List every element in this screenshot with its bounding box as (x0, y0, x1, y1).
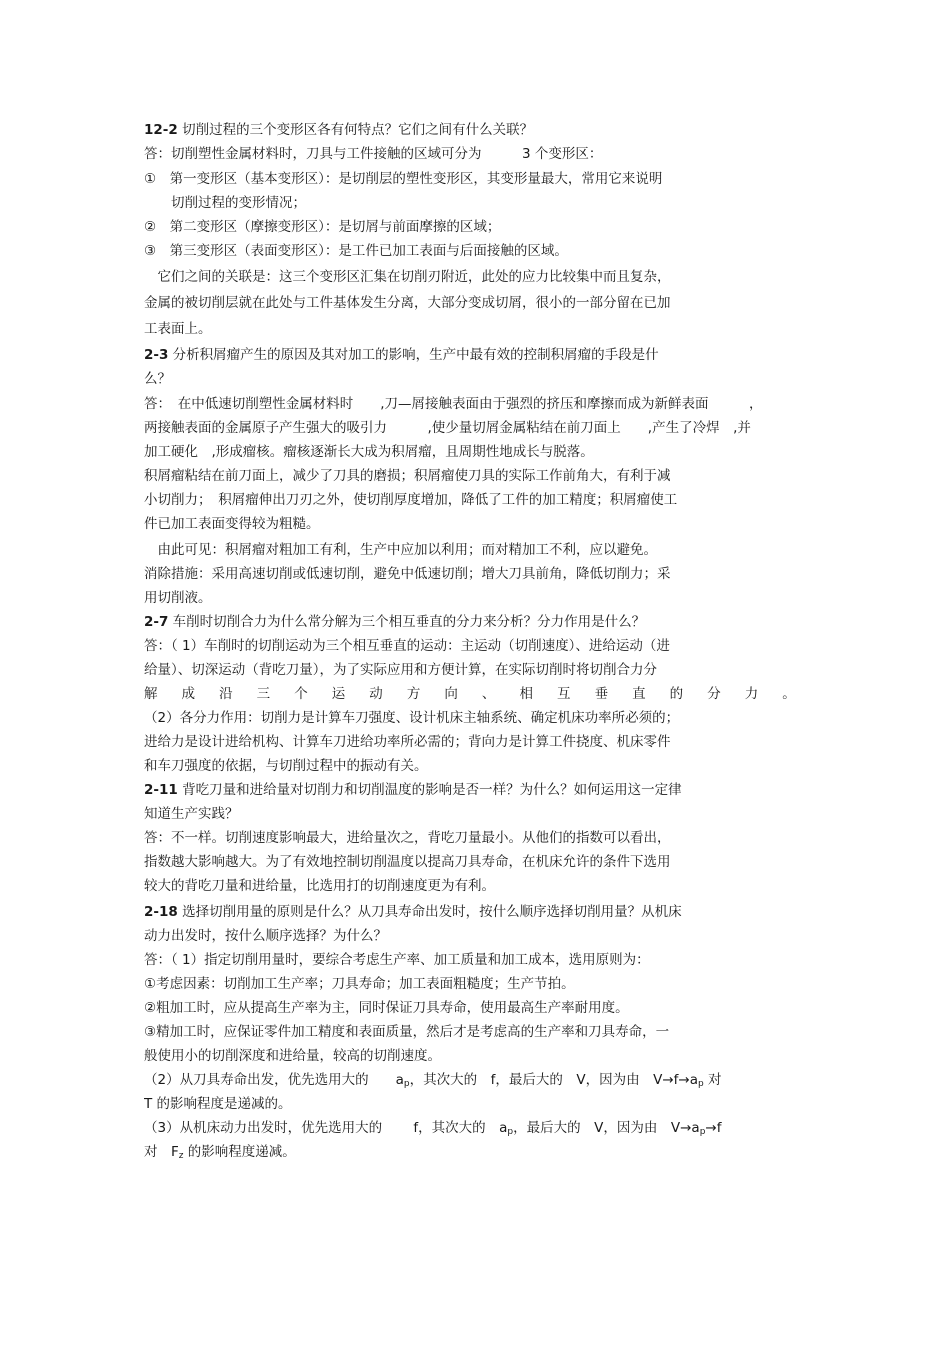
formula-text: （3）从机床动力出发时，优先选用大的 f，其次大的 a (144, 1120, 508, 1136)
subscript: p (403, 1079, 410, 1089)
question-2-11-title (144, 781, 814, 799)
answer-line: 用切削液。 (144, 590, 212, 606)
spread-text (144, 685, 796, 703)
answer-line: 答：不一样。切削速度影响最大，进给量次之，背吃刀量最小。从他们的指数可以看出， (144, 830, 671, 846)
answer-line: ③精加工时，应保证零件加工精度和表面质量，然后才是考虑高的生产率和刀具寿命，一 (144, 1024, 670, 1040)
question-2-3-title (144, 346, 814, 364)
spread-char: 的 (669, 686, 684, 702)
answer-line: 和车刀强度的依据，与切削过程中的振动有关。 (144, 758, 428, 774)
question-text: 车削时切削合力为什么常分解为三个相互垂直的分力来分析？分力作用是什么？ (168, 614, 646, 630)
answer-line: 切削过程的变形情况； (144, 195, 306, 211)
answer-line: T 的影响程度是递减的。 (144, 1096, 292, 1112)
answer-line: 答：（ 1）指定切削用量时，要综合考虑生产率、加工质量和加工成本，选用原则为： (144, 952, 650, 968)
question-number: 2-7 (144, 614, 169, 630)
spread-char: 相 (519, 686, 533, 702)
subscript: z (178, 1151, 184, 1161)
question-2-7-title (144, 613, 814, 631)
subscript: p (507, 1127, 514, 1137)
spread-char: 运 (331, 686, 346, 702)
question-number: 12-2 (144, 122, 178, 138)
question-text: 切削过程的三个变形区各有何特点？它们之间有什么关联？ (177, 122, 534, 138)
spread-char: 互 (557, 686, 571, 702)
spread-char: 垂 (594, 686, 609, 702)
question-12-2-title (144, 121, 814, 139)
question-text-cont: 动力出发时，按什么顺序选择？为什么？ (144, 928, 387, 944)
answer-line: ② 第二变形区（摩擦变形区）：是切屑与前面摩擦的区域； (144, 219, 501, 235)
answer-line: 它们之间的关联是：这三个变形区汇集在切削刃附近，此处的应力比较集中而且复杂， (144, 269, 671, 285)
spread-char: 。 (782, 686, 796, 702)
spread-char: 动 (369, 686, 383, 702)
spread-char: 解 (144, 686, 158, 702)
spread-char: 个 (294, 686, 308, 702)
formula-text: 对 F (144, 1144, 179, 1160)
answer-line-formula (144, 1071, 814, 1089)
spread-char: 沿 (219, 686, 233, 702)
formula-text: ，其次大的 f，最后大的 V，因为由 V→f→a (409, 1072, 698, 1088)
spread-char: 直 (632, 686, 646, 702)
spread-char: 力 (744, 686, 759, 702)
spread-char: 成 (181, 686, 196, 702)
answer-line: 指数越大影响越大。为了有效地控制切削温度以提高刀具寿命，在机床允许的条件下选用 (144, 854, 671, 870)
answer-line: 件已加工表面变得较为粗糙。 (144, 516, 320, 532)
formula-text: 对 (703, 1072, 722, 1088)
formula-text: 的影响程度递减。 (183, 1144, 296, 1160)
question-text: 分析积屑瘤产生的原因及其对加工的影响，生产中最有效的控制积屑瘤的手段是什 (168, 347, 659, 363)
answer-line: 小切削力； 积屑瘤伸出刀刃之外，使切削厚度增加，降低了工件的加工精度；积屑瘤使工 (144, 492, 678, 508)
answer-line: ①考虑因素：切削加工生产率；刀具寿命；加工表面粗糙度；生产节拍。 (144, 976, 575, 992)
answer-line-formula (144, 1143, 814, 1161)
question-text-cont: 么？ (144, 371, 171, 387)
answer-line: ③ 第三变形区（表面变形区）：是工件已加工表面与后面接触的区域。 (144, 243, 568, 259)
answer-line: ②粗加工时，应从提高生产率为主，同时保证刀具寿命，使用最高生产率耐用度。 (144, 1000, 629, 1016)
question-number: 2-3 (144, 347, 169, 363)
question-text-cont: 知道生产实践？ (144, 806, 239, 822)
spread-char: 、 (481, 686, 496, 702)
answer-line: 答：切削塑性金属材料时，刀具与工件接触的区域可分为 3 个变形区： (144, 146, 603, 162)
formula-text: →f (705, 1120, 722, 1136)
spread-char: 方 (406, 686, 421, 702)
answer-line-formula (144, 1119, 814, 1137)
answer-line: 金属的被切削层就在此处与工件基体发生分离，大部分变成切屑，很小的一部分留在已加 (144, 295, 671, 311)
answer-line: 答：（ 1）车削时的切削运动为三个相互垂直的运动：主运动（切削速度）、进给运动（进 (144, 638, 670, 654)
question-text: 选择切削用量的原则是什么？从刀具寿命出发时，按什么顺序选择切削用量？从机床 (177, 904, 682, 920)
question-2-18-title (144, 903, 814, 921)
answer-line: ① 第一变形区（基本变形区）：是切削层的塑性变形区，其变形量最大，常用它来说明 (144, 171, 663, 187)
answer-line: 给量）、切深运动（背吃刀量），为了实际应用和方便计算，在实际切削时将切削合力分 (144, 662, 657, 678)
subscript: p (699, 1127, 706, 1137)
subscript: p (697, 1079, 704, 1089)
answer-line: 进给力是设计进给机构、计算车刀进给功率所必需的；背向力是计算工件挠度、机床零件 (144, 734, 671, 750)
answer-line: 两接触表面的金属原子产生强大的吸引力 ,使少量切屑金属粘结在前刀面上 ,产生了冷焊 ,并 (144, 420, 751, 436)
answer-line: 由此可见：积屑瘤对粗加工有利，生产中应加以利用；而对精加工不利，应以避免。 (144, 542, 657, 558)
answer-line: 消除措施：采用高速切削或低速切削，避免中低速切削；增大刀具前角，降低切削力；采 (144, 566, 671, 582)
formula-text: （2）从刀具寿命出发，优先选用大的 a (144, 1072, 404, 1088)
answer-line: 较大的背吃刀量和进给量，比选用打的切削速度更为有利。 (144, 878, 495, 894)
spread-char: 向 (444, 686, 458, 702)
formula-text: ，最后大的 V，因为由 V→a (513, 1120, 700, 1136)
answer-line: 般使用小的切削深度和进给量，较高的切削速度。 (144, 1048, 441, 1064)
question-text: 背吃刀量和进给量对切削力和切削温度的影响是否一样？为什么？如何运用这一定律 (177, 782, 682, 798)
spread-char: 分 (707, 686, 721, 702)
question-number: 2-11 (144, 782, 178, 798)
answer-line: 工表面上。 (144, 321, 212, 337)
answer-line-justified (144, 685, 814, 703)
question-number: 2-18 (144, 904, 178, 920)
spread-char: 三 (256, 686, 271, 702)
answer-line: 积屑瘤粘结在前刀面上，减少了刀具的磨损；积屑瘤使刀具的实际工作前角大，有利于减 (144, 468, 671, 484)
answer-line: 答： 在中低速切削塑性金属材料时 ,刀—屑接触表面由于强烈的挤压和摩擦而成为新鲜表面 ， (144, 396, 763, 412)
answer-line: （2）各分力作用：切削力是计算车刀强度、设计机床主轴系统、确定机床功率所必须的； (144, 710, 680, 726)
answer-line: 加工硬化 ,形成瘤核。瘤核逐渐长大成为积屑瘤，且周期性地成长与脱落。 (144, 444, 594, 460)
